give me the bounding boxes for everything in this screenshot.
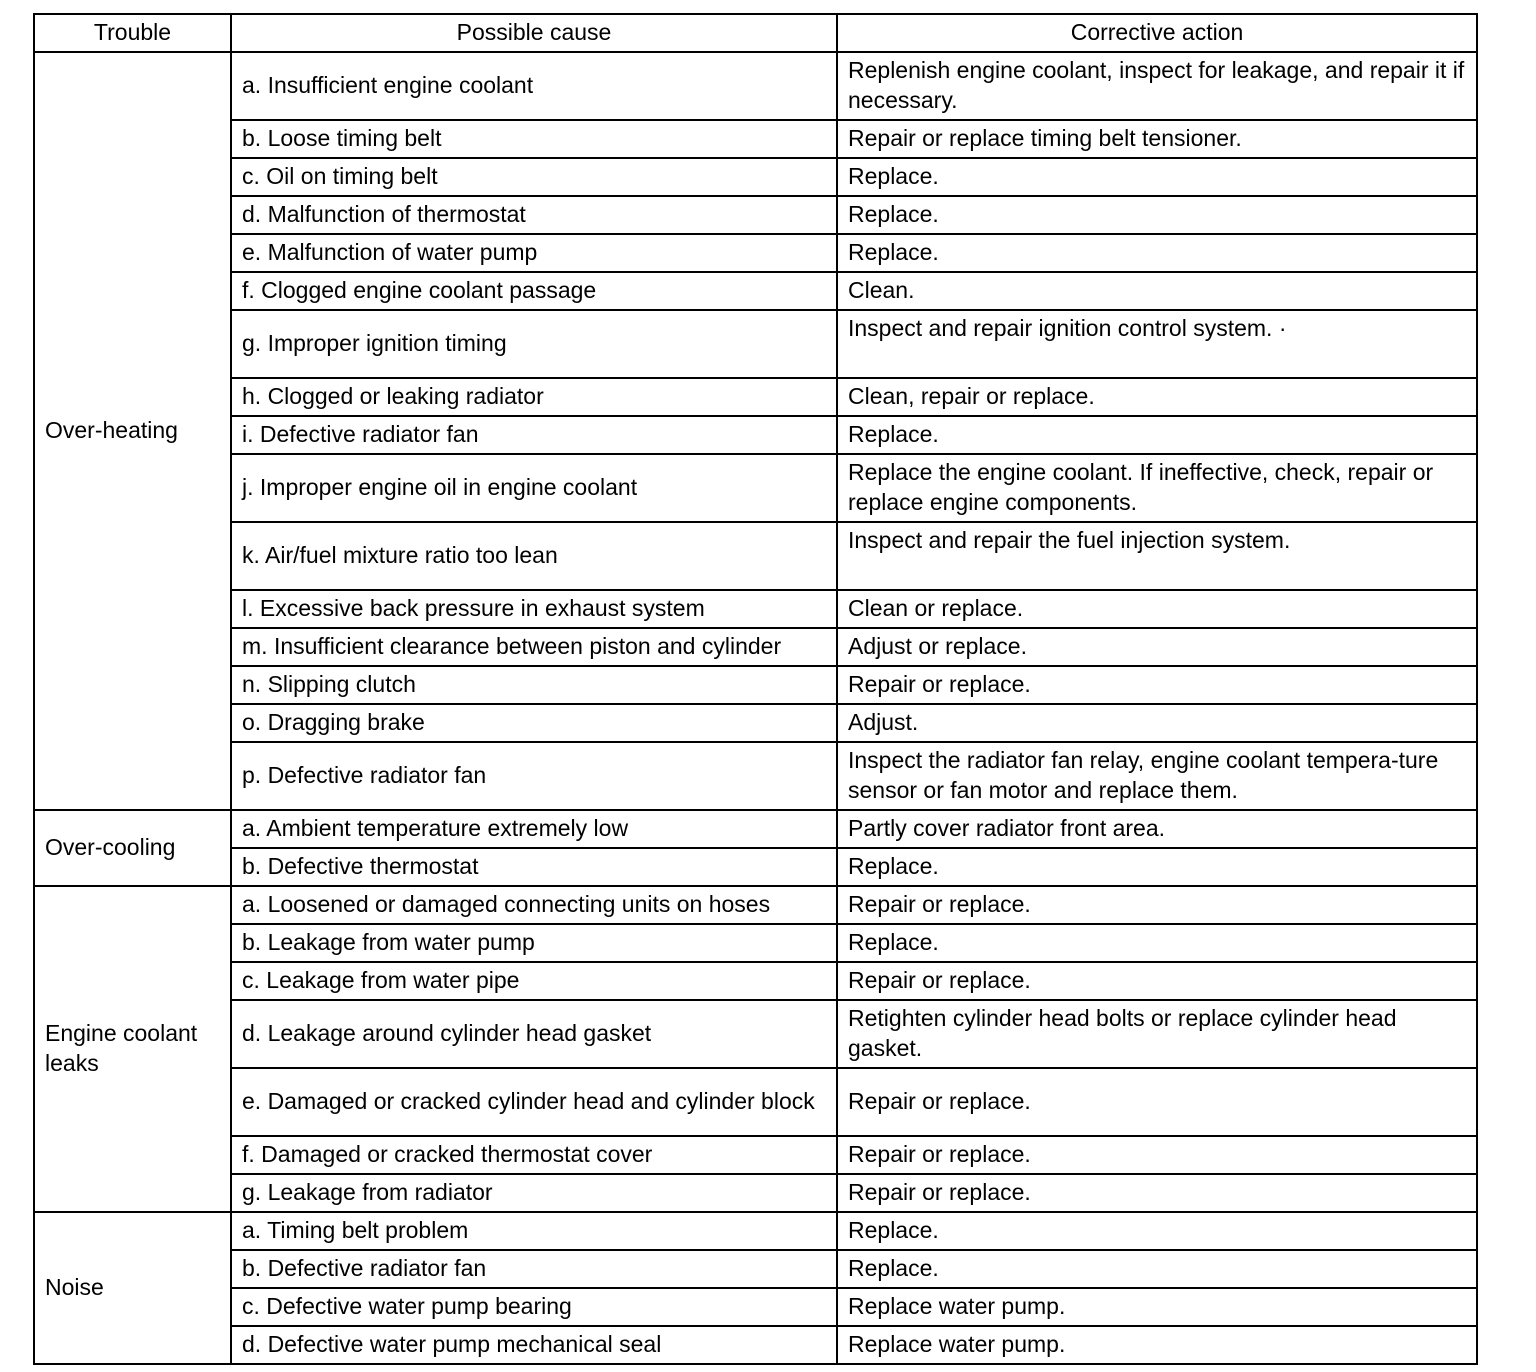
cause-cell: d. Malfunction of thermostat [231,196,837,234]
table-row [34,1326,1477,1364]
cause-cell: h. Clogged or leaking radiator [231,378,837,416]
table-row [34,522,1477,590]
header-row [34,14,1477,52]
table-row [34,120,1477,158]
cause-cell: b. Leakage from water pump [231,924,837,962]
cause-cell: o. Dragging brake [231,704,837,742]
cause-cell: m. Insufficient clearance between piston and cylinder [231,628,837,666]
action-cell: Replace. [837,1250,1477,1288]
table-row [34,924,1477,962]
cause-cell: j. Improper engine oil in engine coolant [231,454,837,522]
action-cell: Clean. [837,272,1477,310]
cause-cell: p. Defective radiator fan [231,742,837,810]
cause-cell: n. Slipping clutch [231,666,837,704]
table-row [34,454,1477,522]
table-row [34,1174,1477,1212]
table-row [34,628,1477,666]
table-row [34,962,1477,1000]
cause-cell: f. Clogged engine coolant passage [231,272,837,310]
header-possible-cause: Possible cause [231,14,837,52]
cause-cell: c. Leakage from water pipe [231,962,837,1000]
table-row [34,310,1477,378]
action-cell: Inspect the radiator fan relay, engine coolant tempera-ture sensor or fan motor and replace them. [837,742,1477,810]
action-cell: Replace water pump. [837,1326,1477,1364]
trouble-engine-coolant-leaks: Engine coolant leaks [34,886,231,1212]
action-cell: Replace. [837,158,1477,196]
cause-cell: c. Defective water pump bearing [231,1288,837,1326]
cause-cell: a. Ambient temperature extremely low [231,810,837,848]
cause-cell: g. Improper ignition timing [231,310,837,378]
troubleshooting-table [33,13,1478,1365]
action-cell: Replenish engine coolant, inspect for leakage, and repair it if necessary. [837,52,1477,120]
action-cell: Replace water pump. [837,1288,1477,1326]
action-cell: Repair or replace. [837,1136,1477,1174]
cause-cell: b. Defective thermostat [231,848,837,886]
action-cell: Replace. [837,416,1477,454]
header-trouble: Trouble [34,14,231,52]
action-cell: Adjust or replace. [837,628,1477,666]
table-row [34,196,1477,234]
cause-cell: l. Excessive back pressure in exhaust system [231,590,837,628]
action-cell: Replace. [837,1212,1477,1250]
table-header [34,14,1477,52]
table-row [34,378,1477,416]
table-row [34,1068,1477,1136]
table-row [34,234,1477,272]
action-cell: Replace the engine coolant. If ineffective, check, repair or replace engine components. [837,454,1477,522]
table-row [34,886,1477,924]
cause-cell: f. Damaged or cracked thermostat cover [231,1136,837,1174]
action-cell: Repair or replace. [837,1068,1477,1136]
cause-cell: d. Leakage around cylinder head gasket [231,1000,837,1068]
action-cell: Repair or replace timing belt tensioner. [837,120,1477,158]
action-cell: Inspect and repair ignition control system. · [837,310,1477,378]
table-row [34,272,1477,310]
action-cell: Replace. [837,924,1477,962]
action-cell: Repair or replace. [837,886,1477,924]
cause-cell: k. Air/fuel mixture ratio too lean [231,522,837,590]
table-body [34,52,1477,1364]
action-cell: Replace. [837,196,1477,234]
action-cell: Replace. [837,234,1477,272]
table-row [34,810,1477,848]
table-row [34,1000,1477,1068]
table-row [34,1136,1477,1174]
cause-cell: d. Defective water pump mechanical seal [231,1326,837,1364]
table-row [34,1250,1477,1288]
trouble-noise: Noise [34,1212,231,1364]
cause-cell: i. Defective radiator fan [231,416,837,454]
action-cell: Replace. [837,848,1477,886]
table-row [34,158,1477,196]
action-cell: Clean, repair or replace. [837,378,1477,416]
cause-cell: c. Oil on timing belt [231,158,837,196]
header-corrective-action: Corrective action [837,14,1477,52]
action-cell: Clean or replace. [837,590,1477,628]
table-row [34,52,1477,120]
action-cell: Retighten cylinder head bolts or replace cylinder head gasket. [837,1000,1477,1068]
trouble-over-heating: Over-heating [34,52,231,810]
cause-cell: b. Loose timing belt [231,120,837,158]
action-cell: Inspect and repair the fuel injection system. [837,522,1477,590]
cause-cell: a. Insufficient engine coolant [231,52,837,120]
cause-cell: e. Damaged or cracked cylinder head and cylinder block [231,1068,837,1136]
table-row [34,416,1477,454]
action-cell: Repair or replace. [837,1174,1477,1212]
action-cell: Partly cover radiator front area. [837,810,1477,848]
table-row [34,666,1477,704]
cause-cell: b. Defective radiator fan [231,1250,837,1288]
table-row [34,1212,1477,1250]
action-cell: Adjust. [837,704,1477,742]
cause-cell: a. Timing belt problem [231,1212,837,1250]
table-row [34,1288,1477,1326]
table-row [34,704,1477,742]
trouble-over-cooling: Over-cooling [34,810,231,886]
table-row [34,848,1477,886]
action-cell: Repair or replace. [837,962,1477,1000]
table-row [34,590,1477,628]
cause-cell: g. Leakage from radiator [231,1174,837,1212]
table-row [34,742,1477,810]
cause-cell: a. Loosened or damaged connecting units on hoses [231,886,837,924]
action-cell: Repair or replace. [837,666,1477,704]
cause-cell: e. Malfunction of water pump [231,234,837,272]
